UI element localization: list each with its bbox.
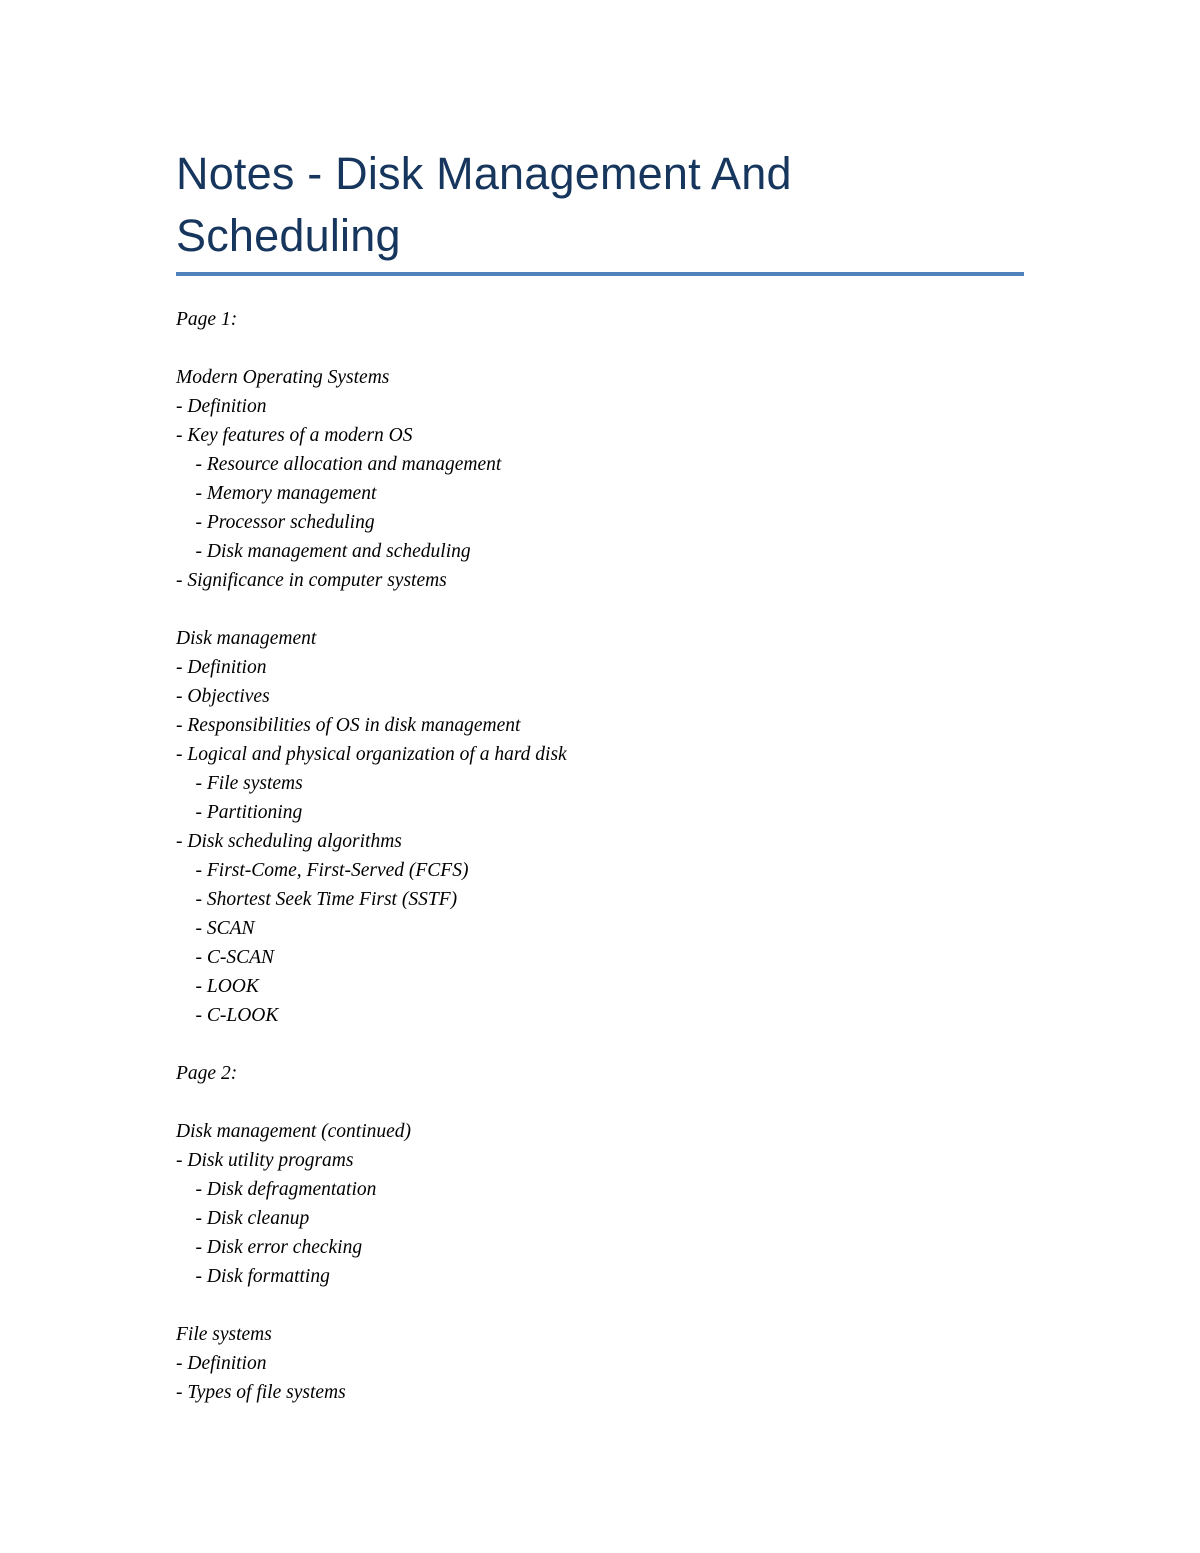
list-item: - Definition	[176, 1353, 267, 1374]
section-heading: Disk management (continued)	[176, 1121, 412, 1142]
sub-list-item: - LOOK	[176, 976, 259, 997]
document-title	[176, 143, 1024, 267]
blank-line	[176, 334, 1024, 363]
section-heading: Modern Operating Systems	[176, 367, 390, 388]
list-item: - Logical and physical organization of a hard disk	[176, 744, 567, 765]
page-marker: Page 2:	[176, 1063, 238, 1084]
blank-line	[176, 1291, 1024, 1320]
sub-list-item: - Disk cleanup	[176, 1208, 310, 1229]
sub-list-item: - Partitioning	[176, 802, 303, 823]
sub-list-item: - Disk formatting	[176, 1266, 330, 1287]
list-item: - Objectives	[176, 686, 270, 707]
sub-list-item: - Processor scheduling	[176, 512, 375, 533]
sub-list-item: - C-SCAN	[176, 947, 275, 968]
document-body	[176, 305, 1024, 1407]
blank-line	[176, 1088, 1024, 1117]
sub-list-item: - SCAN	[176, 918, 255, 939]
sub-list-item: - Disk defragmentation	[176, 1179, 377, 1200]
list-item: - Definition	[176, 396, 267, 417]
list-item: - Disk utility programs	[176, 1150, 354, 1171]
list-item: - Types of file systems	[176, 1382, 346, 1403]
list-item: - Key features of a modern OS	[176, 425, 413, 446]
sub-list-item: - Disk management and scheduling	[176, 541, 471, 562]
sub-list-item: - C-LOOK	[176, 1005, 279, 1026]
sub-list-item: - Disk error checking	[176, 1237, 363, 1258]
sub-list-item: - Memory management	[176, 483, 377, 504]
list-item: - Significance in computer systems	[176, 570, 447, 591]
list-item: - Disk scheduling algorithms	[176, 831, 402, 852]
list-item: - Definition	[176, 657, 267, 678]
sub-list-item: - Resource allocation and management	[176, 454, 502, 475]
title-underline-rule	[176, 272, 1024, 276]
section-heading: Disk management	[176, 628, 317, 649]
document-title-line-1: Notes - Disk Management And	[176, 148, 792, 199]
document-title-line-2: Scheduling	[176, 210, 401, 261]
sub-list-item: - File systems	[176, 773, 303, 794]
sub-list-item: - Shortest Seek Time First (SSTF)	[176, 889, 458, 910]
list-item: - Responsibilities of OS in disk management	[176, 715, 521, 736]
text-line: Page 1:	[176, 309, 238, 330]
sub-list-item: - First-Come, First-Served (FCFS)	[176, 860, 469, 881]
section-heading: File systems	[176, 1324, 272, 1345]
blank-line	[176, 595, 1024, 624]
blank-line	[176, 1030, 1024, 1059]
